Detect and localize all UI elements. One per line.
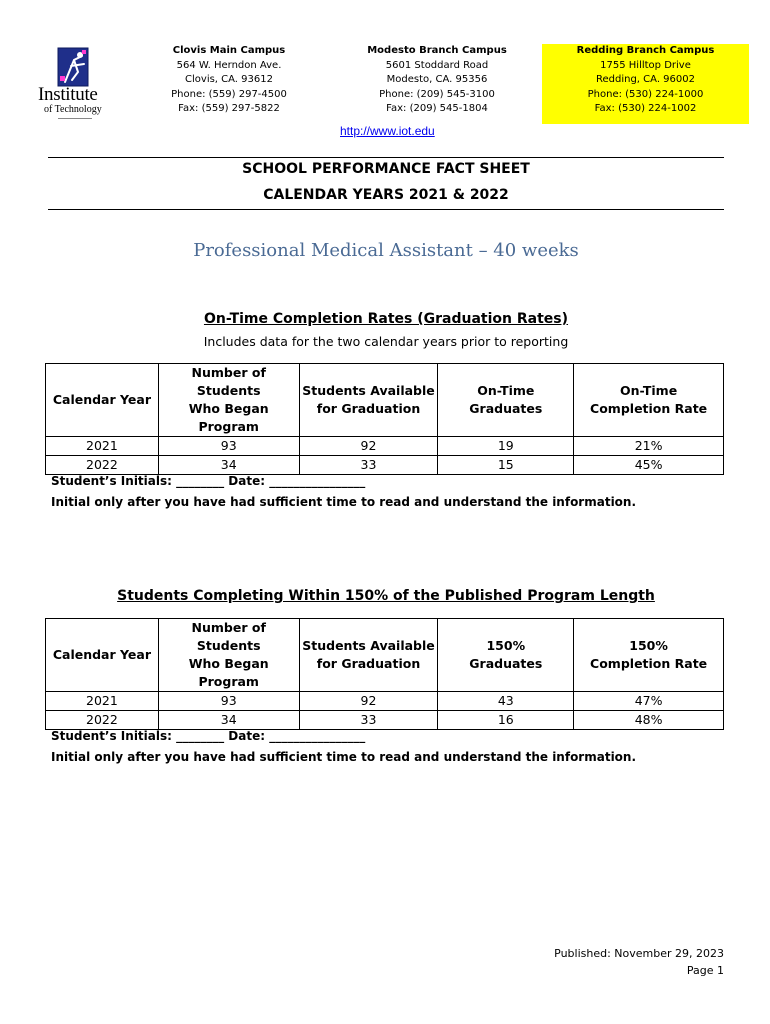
section1-heading: On-Time Completion Rates (Graduation Rates): [203, 311, 569, 327]
table-row: [46, 437, 724, 456]
campus-fax: Fax: (530) 224-1002: [594, 103, 697, 115]
cell: 33: [299, 456, 438, 475]
table-row: [46, 711, 724, 730]
campus-name: Redding Branch Campus: [576, 45, 715, 56]
header-students-available: Students Available for Graduation: [299, 619, 438, 692]
campus-address: 5601 Stoddard Road: [385, 59, 489, 71]
campus-city: Modesto, CA. 95356: [386, 74, 488, 86]
header-completion-rate: 150% Completion Rate: [574, 619, 724, 692]
cell: 45%: [574, 456, 724, 475]
cell: 47%: [574, 692, 724, 711]
campus-name: Modesto Branch Campus: [367, 45, 507, 56]
published-date: Published: November 29, 2023: [554, 947, 724, 960]
page-number: Page 1: [686, 964, 724, 977]
website-link[interactable]: http://www.iot.edu: [340, 124, 435, 138]
header-students-began: Number of Students Who Began Program: [158, 364, 299, 437]
header-calendar-year: Calendar Year: [46, 619, 159, 692]
campus-city: Clovis, CA. 93612: [185, 74, 273, 86]
cell: 2022: [46, 711, 159, 730]
cell: 2021: [46, 692, 159, 711]
table-header-row: [46, 619, 724, 692]
campus-phone: Phone: (209) 545-3100: [379, 88, 495, 100]
header-completion-rate: On-Time Completion Rate: [574, 364, 724, 437]
table-header-row: [46, 364, 724, 437]
initial-note: Initial only after you have had sufficient time to read and understand the information.: [51, 750, 637, 764]
initial-note: Initial only after you have had sufficient time to read and understand the information.: [51, 495, 637, 509]
campus-address: 1755 Hilltop Drive: [600, 59, 691, 71]
cell: 21%: [574, 437, 724, 456]
cell: 93: [158, 692, 299, 711]
campus-fax: Fax: (209) 545-1804: [386, 103, 488, 115]
header-students-began: Number of Students Who Began Program: [158, 619, 299, 692]
campus-address: 564 W. Herndon Ave.: [176, 59, 282, 71]
campus-clovis: [139, 44, 319, 117]
fact-sheet-title: SCHOOL PERFORMANCE FACT SHEET: [242, 161, 530, 177]
student-initials-line: Student’s Initials: ________ Date: ________________: [51, 474, 366, 488]
campus-redding: [542, 44, 749, 124]
calendar-years-title: CALENDAR YEARS 2021 & 2022: [263, 187, 509, 203]
program-title: Professional Medical Assistant – 40 weeks: [193, 240, 579, 261]
campus-city: Redding, CA. 96002: [596, 74, 695, 86]
campus-fax: Fax: (559) 297-5822: [178, 103, 280, 115]
cell: 48%: [574, 711, 724, 730]
header-calendar-year: Calendar Year: [46, 364, 159, 437]
campus-modesto: [347, 44, 527, 117]
logo-institute-text: Institute: [38, 84, 98, 105]
campus-name: Clovis Main Campus: [172, 45, 286, 56]
header-students-available: Students Available for Graduation: [299, 364, 438, 437]
cell: 16: [438, 711, 574, 730]
completion-150-table: [45, 618, 724, 730]
cell: 43: [438, 692, 574, 711]
cell: 2022: [46, 456, 159, 475]
section2-heading: Students Completing Within 150% of the Published Program Length: [117, 588, 655, 604]
cell: 34: [158, 456, 299, 475]
cell: 2021: [46, 437, 159, 456]
student-initials-line: Student’s Initials: ________ Date: ________________: [51, 729, 366, 743]
table-row: [46, 692, 724, 711]
on-time-completion-table: [45, 363, 724, 475]
cell: 15: [438, 456, 574, 475]
header-graduates: On-Time Graduates: [438, 364, 574, 437]
cell: 92: [299, 692, 438, 711]
header-graduates: 150% Graduates: [438, 619, 574, 692]
top-divider: [48, 157, 724, 158]
bottom-divider: [48, 209, 724, 210]
cell: 92: [299, 437, 438, 456]
campus-phone: Phone: (530) 224-1000: [587, 88, 704, 100]
campus-phone: Phone: (559) 297-4500: [171, 88, 287, 100]
cell: 33: [299, 711, 438, 730]
cell: 93: [158, 437, 299, 456]
logo-divider: [58, 118, 92, 119]
cell: 34: [158, 711, 299, 730]
logo-technology-text: of Technology: [44, 104, 102, 115]
table-row: [46, 456, 724, 475]
cell: 19: [438, 437, 574, 456]
section1-subheading: Includes data for the two calendar years prior to reporting: [203, 334, 569, 349]
